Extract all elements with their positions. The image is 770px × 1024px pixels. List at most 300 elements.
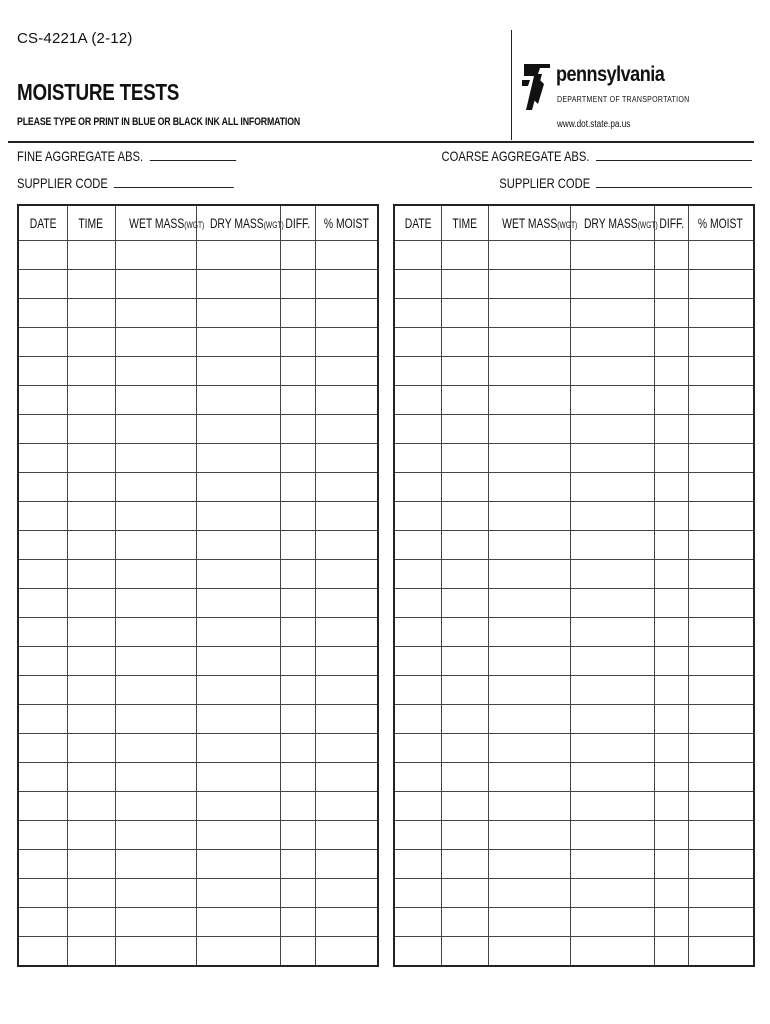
diff-cell[interactable] [654, 705, 688, 734]
wet-mass-cell[interactable] [488, 821, 570, 850]
date-cell[interactable] [18, 647, 67, 676]
time-cell[interactable] [441, 415, 488, 444]
time-cell[interactable] [67, 908, 115, 937]
moist-cell[interactable] [315, 502, 378, 531]
time-cell[interactable] [441, 763, 488, 792]
dry-mass-cell[interactable] [570, 531, 654, 560]
time-cell[interactable] [441, 647, 488, 676]
wet-mass-cell[interactable] [115, 618, 196, 647]
moist-cell[interactable] [315, 850, 378, 879]
wet-mass-cell[interactable] [115, 415, 196, 444]
time-cell[interactable] [67, 763, 115, 792]
moist-cell[interactable] [688, 821, 754, 850]
dry-mass-cell[interactable] [196, 270, 280, 299]
date-cell[interactable] [18, 763, 67, 792]
wet-mass-cell[interactable] [488, 299, 570, 328]
wet-mass-cell[interactable] [488, 879, 570, 908]
diff-cell[interactable] [654, 589, 688, 618]
diff-cell[interactable] [654, 908, 688, 937]
time-cell[interactable] [441, 444, 488, 473]
wet-mass-cell[interactable] [115, 502, 196, 531]
time-cell[interactable] [67, 241, 115, 270]
wet-mass-cell[interactable] [488, 270, 570, 299]
moist-cell[interactable] [688, 357, 754, 386]
diff-cell[interactable] [280, 270, 315, 299]
moist-cell[interactable] [688, 908, 754, 937]
time-cell[interactable] [441, 473, 488, 502]
moist-cell[interactable] [315, 821, 378, 850]
date-cell[interactable] [394, 821, 441, 850]
diff-cell[interactable] [654, 502, 688, 531]
moist-cell[interactable] [688, 444, 754, 473]
diff-cell[interactable] [280, 850, 315, 879]
moist-cell[interactable] [315, 328, 378, 357]
time-cell[interactable] [441, 589, 488, 618]
wet-mass-cell[interactable] [488, 618, 570, 647]
time-cell[interactable] [441, 502, 488, 531]
moist-cell[interactable] [315, 792, 378, 821]
diff-cell[interactable] [280, 299, 315, 328]
moist-cell[interactable] [315, 618, 378, 647]
date-cell[interactable] [18, 850, 67, 879]
time-cell[interactable] [67, 589, 115, 618]
moist-cell[interactable] [315, 386, 378, 415]
time-cell[interactable] [67, 415, 115, 444]
moist-cell[interactable] [315, 531, 378, 560]
supplier-code-left-input[interactable] [114, 175, 234, 188]
time-cell[interactable] [441, 879, 488, 908]
moist-cell[interactable] [688, 705, 754, 734]
wet-mass-cell[interactable] [115, 647, 196, 676]
dry-mass-cell[interactable] [196, 879, 280, 908]
moist-cell[interactable] [688, 618, 754, 647]
moist-cell[interactable] [688, 473, 754, 502]
wet-mass-cell[interactable] [115, 734, 196, 763]
dry-mass-cell[interactable] [196, 734, 280, 763]
wet-mass-cell[interactable] [115, 270, 196, 299]
time-cell[interactable] [441, 908, 488, 937]
date-cell[interactable] [18, 676, 67, 705]
moist-cell[interactable] [688, 879, 754, 908]
diff-cell[interactable] [280, 357, 315, 386]
time-cell[interactable] [441, 299, 488, 328]
dry-mass-cell[interactable] [570, 444, 654, 473]
date-cell[interactable] [18, 502, 67, 531]
dry-mass-cell[interactable] [570, 328, 654, 357]
moist-cell[interactable] [315, 560, 378, 589]
date-cell[interactable] [394, 647, 441, 676]
wet-mass-cell[interactable] [488, 792, 570, 821]
moist-cell[interactable] [688, 502, 754, 531]
diff-cell[interactable] [654, 850, 688, 879]
dry-mass-cell[interactable] [570, 792, 654, 821]
diff-cell[interactable] [654, 560, 688, 589]
dry-mass-cell[interactable] [196, 502, 280, 531]
wet-mass-cell[interactable] [488, 589, 570, 618]
time-cell[interactable] [441, 357, 488, 386]
time-cell[interactable] [67, 618, 115, 647]
wet-mass-cell[interactable] [488, 560, 570, 589]
dry-mass-cell[interactable] [196, 821, 280, 850]
moist-cell[interactable] [688, 589, 754, 618]
time-cell[interactable] [67, 444, 115, 473]
time-cell[interactable] [441, 531, 488, 560]
date-cell[interactable] [18, 618, 67, 647]
wet-mass-cell[interactable] [488, 705, 570, 734]
date-cell[interactable] [394, 444, 441, 473]
wet-mass-cell[interactable] [488, 386, 570, 415]
date-cell[interactable] [18, 473, 67, 502]
diff-cell[interactable] [280, 241, 315, 270]
dry-mass-cell[interactable] [196, 589, 280, 618]
date-cell[interactable] [18, 241, 67, 270]
dry-mass-cell[interactable] [570, 560, 654, 589]
diff-cell[interactable] [654, 879, 688, 908]
date-cell[interactable] [394, 386, 441, 415]
time-cell[interactable] [441, 821, 488, 850]
time-cell[interactable] [441, 618, 488, 647]
dry-mass-cell[interactable] [570, 705, 654, 734]
moist-cell[interactable] [688, 763, 754, 792]
diff-cell[interactable] [280, 618, 315, 647]
date-cell[interactable] [18, 415, 67, 444]
moist-cell[interactable] [315, 734, 378, 763]
time-cell[interactable] [67, 850, 115, 879]
wet-mass-cell[interactable] [115, 473, 196, 502]
dry-mass-cell[interactable] [196, 676, 280, 705]
date-cell[interactable] [18, 299, 67, 328]
date-cell[interactable] [18, 444, 67, 473]
moist-cell[interactable] [688, 299, 754, 328]
diff-cell[interactable] [280, 647, 315, 676]
dry-mass-cell[interactable] [570, 879, 654, 908]
diff-cell[interactable] [280, 444, 315, 473]
date-cell[interactable] [18, 908, 67, 937]
moist-cell[interactable] [315, 444, 378, 473]
diff-cell[interactable] [654, 241, 688, 270]
time-cell[interactable] [67, 531, 115, 560]
diff-cell[interactable] [280, 821, 315, 850]
dry-mass-cell[interactable] [570, 241, 654, 270]
dry-mass-cell[interactable] [196, 415, 280, 444]
diff-cell[interactable] [280, 415, 315, 444]
dry-mass-cell[interactable] [570, 676, 654, 705]
wet-mass-cell[interactable] [488, 241, 570, 270]
date-cell[interactable] [394, 763, 441, 792]
wet-mass-cell[interactable] [115, 328, 196, 357]
diff-cell[interactable] [654, 821, 688, 850]
moist-cell[interactable] [315, 270, 378, 299]
time-cell[interactable] [441, 560, 488, 589]
moist-cell[interactable] [315, 299, 378, 328]
diff-cell[interactable] [654, 647, 688, 676]
dry-mass-cell[interactable] [196, 705, 280, 734]
diff-cell[interactable] [280, 328, 315, 357]
moist-cell[interactable] [688, 560, 754, 589]
wet-mass-cell[interactable] [488, 531, 570, 560]
diff-cell[interactable] [280, 531, 315, 560]
wet-mass-cell[interactable] [488, 328, 570, 357]
dry-mass-cell[interactable] [570, 502, 654, 531]
moist-cell[interactable] [315, 647, 378, 676]
date-cell[interactable] [394, 473, 441, 502]
fine-aggregate-input[interactable] [149, 148, 235, 161]
moist-cell[interactable] [315, 473, 378, 502]
time-cell[interactable] [441, 850, 488, 879]
wet-mass-cell[interactable] [488, 357, 570, 386]
dry-mass-cell[interactable] [570, 763, 654, 792]
diff-cell[interactable] [280, 676, 315, 705]
diff-cell[interactable] [654, 444, 688, 473]
time-cell[interactable] [67, 299, 115, 328]
time-cell[interactable] [67, 473, 115, 502]
date-cell[interactable] [18, 328, 67, 357]
dry-mass-cell[interactable] [196, 792, 280, 821]
moist-cell[interactable] [315, 705, 378, 734]
wet-mass-cell[interactable] [115, 850, 196, 879]
time-cell[interactable] [67, 328, 115, 357]
wet-mass-cell[interactable] [115, 299, 196, 328]
wet-mass-cell[interactable] [115, 908, 196, 937]
date-cell[interactable] [18, 270, 67, 299]
date-cell[interactable] [394, 908, 441, 937]
wet-mass-cell[interactable] [115, 792, 196, 821]
time-cell[interactable] [441, 676, 488, 705]
dry-mass-cell[interactable] [570, 299, 654, 328]
diff-cell[interactable] [280, 879, 315, 908]
diff-cell[interactable] [280, 763, 315, 792]
dry-mass-cell[interactable] [570, 473, 654, 502]
wet-mass-cell[interactable] [115, 560, 196, 589]
dry-mass-cell[interactable] [196, 763, 280, 792]
diff-cell[interactable] [280, 589, 315, 618]
time-cell[interactable] [441, 386, 488, 415]
wet-mass-cell[interactable] [115, 386, 196, 415]
dry-mass-cell[interactable] [570, 908, 654, 937]
date-cell[interactable] [18, 705, 67, 734]
dry-mass-cell[interactable] [196, 850, 280, 879]
dry-mass-cell[interactable] [570, 734, 654, 763]
moist-cell[interactable] [315, 241, 378, 270]
moist-cell[interactable] [688, 850, 754, 879]
wet-mass-cell[interactable] [488, 850, 570, 879]
wet-mass-cell[interactable] [488, 908, 570, 937]
diff-cell[interactable] [280, 937, 315, 967]
dry-mass-cell[interactable] [196, 618, 280, 647]
date-cell[interactable] [394, 676, 441, 705]
diff-cell[interactable] [280, 705, 315, 734]
diff-cell[interactable] [654, 299, 688, 328]
website-link[interactable]: www.dot.state.pa.us [557, 119, 631, 130]
dry-mass-cell[interactable] [570, 589, 654, 618]
date-cell[interactable] [18, 560, 67, 589]
moist-cell[interactable] [315, 589, 378, 618]
dry-mass-cell[interactable] [570, 850, 654, 879]
diff-cell[interactable] [654, 270, 688, 299]
diff-cell[interactable] [654, 763, 688, 792]
coarse-aggregate-input[interactable] [596, 148, 752, 161]
diff-cell[interactable] [280, 473, 315, 502]
wet-mass-cell[interactable] [488, 444, 570, 473]
time-cell[interactable] [67, 386, 115, 415]
wet-mass-cell[interactable] [115, 531, 196, 560]
time-cell[interactable] [441, 328, 488, 357]
diff-cell[interactable] [654, 357, 688, 386]
moist-cell[interactable] [315, 937, 378, 967]
dry-mass-cell[interactable] [196, 531, 280, 560]
date-cell[interactable] [18, 792, 67, 821]
dry-mass-cell[interactable] [570, 270, 654, 299]
dry-mass-cell[interactable] [570, 415, 654, 444]
time-cell[interactable] [67, 647, 115, 676]
moist-cell[interactable] [688, 676, 754, 705]
moist-cell[interactable] [688, 241, 754, 270]
moist-cell[interactable] [315, 908, 378, 937]
date-cell[interactable] [394, 560, 441, 589]
wet-mass-cell[interactable] [488, 676, 570, 705]
moist-cell[interactable] [315, 357, 378, 386]
time-cell[interactable] [67, 705, 115, 734]
time-cell[interactable] [67, 560, 115, 589]
date-cell[interactable] [18, 357, 67, 386]
date-cell[interactable] [394, 618, 441, 647]
supplier-code-right-input[interactable] [596, 175, 752, 188]
wet-mass-cell[interactable] [115, 821, 196, 850]
diff-cell[interactable] [654, 734, 688, 763]
time-cell[interactable] [67, 676, 115, 705]
time-cell[interactable] [441, 792, 488, 821]
wet-mass-cell[interactable] [488, 473, 570, 502]
diff-cell[interactable] [654, 386, 688, 415]
dry-mass-cell[interactable] [196, 560, 280, 589]
date-cell[interactable] [394, 241, 441, 270]
wet-mass-cell[interactable] [488, 415, 570, 444]
moist-cell[interactable] [688, 937, 754, 967]
wet-mass-cell[interactable] [115, 444, 196, 473]
wet-mass-cell[interactable] [115, 241, 196, 270]
date-cell[interactable] [394, 937, 441, 967]
time-cell[interactable] [441, 937, 488, 967]
date-cell[interactable] [18, 734, 67, 763]
time-cell[interactable] [67, 879, 115, 908]
dry-mass-cell[interactable] [196, 908, 280, 937]
time-cell[interactable] [441, 705, 488, 734]
moist-cell[interactable] [688, 792, 754, 821]
diff-cell[interactable] [280, 908, 315, 937]
date-cell[interactable] [394, 589, 441, 618]
diff-cell[interactable] [654, 415, 688, 444]
dry-mass-cell[interactable] [196, 241, 280, 270]
time-cell[interactable] [67, 792, 115, 821]
date-cell[interactable] [18, 386, 67, 415]
wet-mass-cell[interactable] [115, 357, 196, 386]
moist-cell[interactable] [688, 647, 754, 676]
diff-cell[interactable] [654, 792, 688, 821]
time-cell[interactable] [67, 357, 115, 386]
moist-cell[interactable] [688, 386, 754, 415]
moist-cell[interactable] [315, 763, 378, 792]
dry-mass-cell[interactable] [196, 937, 280, 967]
date-cell[interactable] [394, 357, 441, 386]
date-cell[interactable] [394, 531, 441, 560]
date-cell[interactable] [18, 589, 67, 618]
wet-mass-cell[interactable] [115, 705, 196, 734]
moist-cell[interactable] [688, 415, 754, 444]
wet-mass-cell[interactable] [115, 763, 196, 792]
dry-mass-cell[interactable] [570, 357, 654, 386]
diff-cell[interactable] [654, 618, 688, 647]
time-cell[interactable] [67, 821, 115, 850]
date-cell[interactable] [394, 299, 441, 328]
dry-mass-cell[interactable] [196, 444, 280, 473]
date-cell[interactable] [18, 531, 67, 560]
moist-cell[interactable] [688, 734, 754, 763]
diff-cell[interactable] [280, 560, 315, 589]
wet-mass-cell[interactable] [115, 879, 196, 908]
moist-cell[interactable] [315, 879, 378, 908]
dry-mass-cell[interactable] [570, 386, 654, 415]
date-cell[interactable] [394, 879, 441, 908]
date-cell[interactable] [394, 502, 441, 531]
wet-mass-cell[interactable] [488, 937, 570, 967]
wet-mass-cell[interactable] [488, 502, 570, 531]
dry-mass-cell[interactable] [196, 647, 280, 676]
dry-mass-cell[interactable] [196, 357, 280, 386]
date-cell[interactable] [394, 792, 441, 821]
date-cell[interactable] [18, 879, 67, 908]
time-cell[interactable] [67, 270, 115, 299]
moist-cell[interactable] [688, 270, 754, 299]
time-cell[interactable] [67, 502, 115, 531]
diff-cell[interactable] [280, 792, 315, 821]
dry-mass-cell[interactable] [570, 647, 654, 676]
wet-mass-cell[interactable] [488, 647, 570, 676]
dry-mass-cell[interactable] [196, 386, 280, 415]
dry-mass-cell[interactable] [570, 618, 654, 647]
wet-mass-cell[interactable] [115, 676, 196, 705]
diff-cell[interactable] [280, 386, 315, 415]
diff-cell[interactable] [654, 531, 688, 560]
diff-cell[interactable] [280, 502, 315, 531]
dry-mass-cell[interactable] [196, 299, 280, 328]
date-cell[interactable] [394, 270, 441, 299]
wet-mass-cell[interactable] [488, 734, 570, 763]
date-cell[interactable] [394, 415, 441, 444]
diff-cell[interactable] [654, 937, 688, 967]
diff-cell[interactable] [654, 328, 688, 357]
dry-mass-cell[interactable] [570, 937, 654, 967]
moist-cell[interactable] [688, 531, 754, 560]
date-cell[interactable] [394, 705, 441, 734]
diff-cell[interactable] [654, 676, 688, 705]
moist-cell[interactable] [315, 676, 378, 705]
wet-mass-cell[interactable] [488, 763, 570, 792]
dry-mass-cell[interactable] [570, 821, 654, 850]
wet-mass-cell[interactable] [115, 937, 196, 967]
diff-cell[interactable] [280, 734, 315, 763]
time-cell[interactable] [441, 241, 488, 270]
date-cell[interactable] [394, 850, 441, 879]
time-cell[interactable] [67, 937, 115, 967]
moist-cell[interactable] [688, 328, 754, 357]
moist-cell[interactable] [315, 415, 378, 444]
date-cell[interactable] [18, 937, 67, 967]
time-cell[interactable] [441, 734, 488, 763]
dry-mass-cell[interactable] [196, 473, 280, 502]
time-cell[interactable] [441, 270, 488, 299]
time-cell[interactable] [67, 734, 115, 763]
date-cell[interactable] [394, 734, 441, 763]
